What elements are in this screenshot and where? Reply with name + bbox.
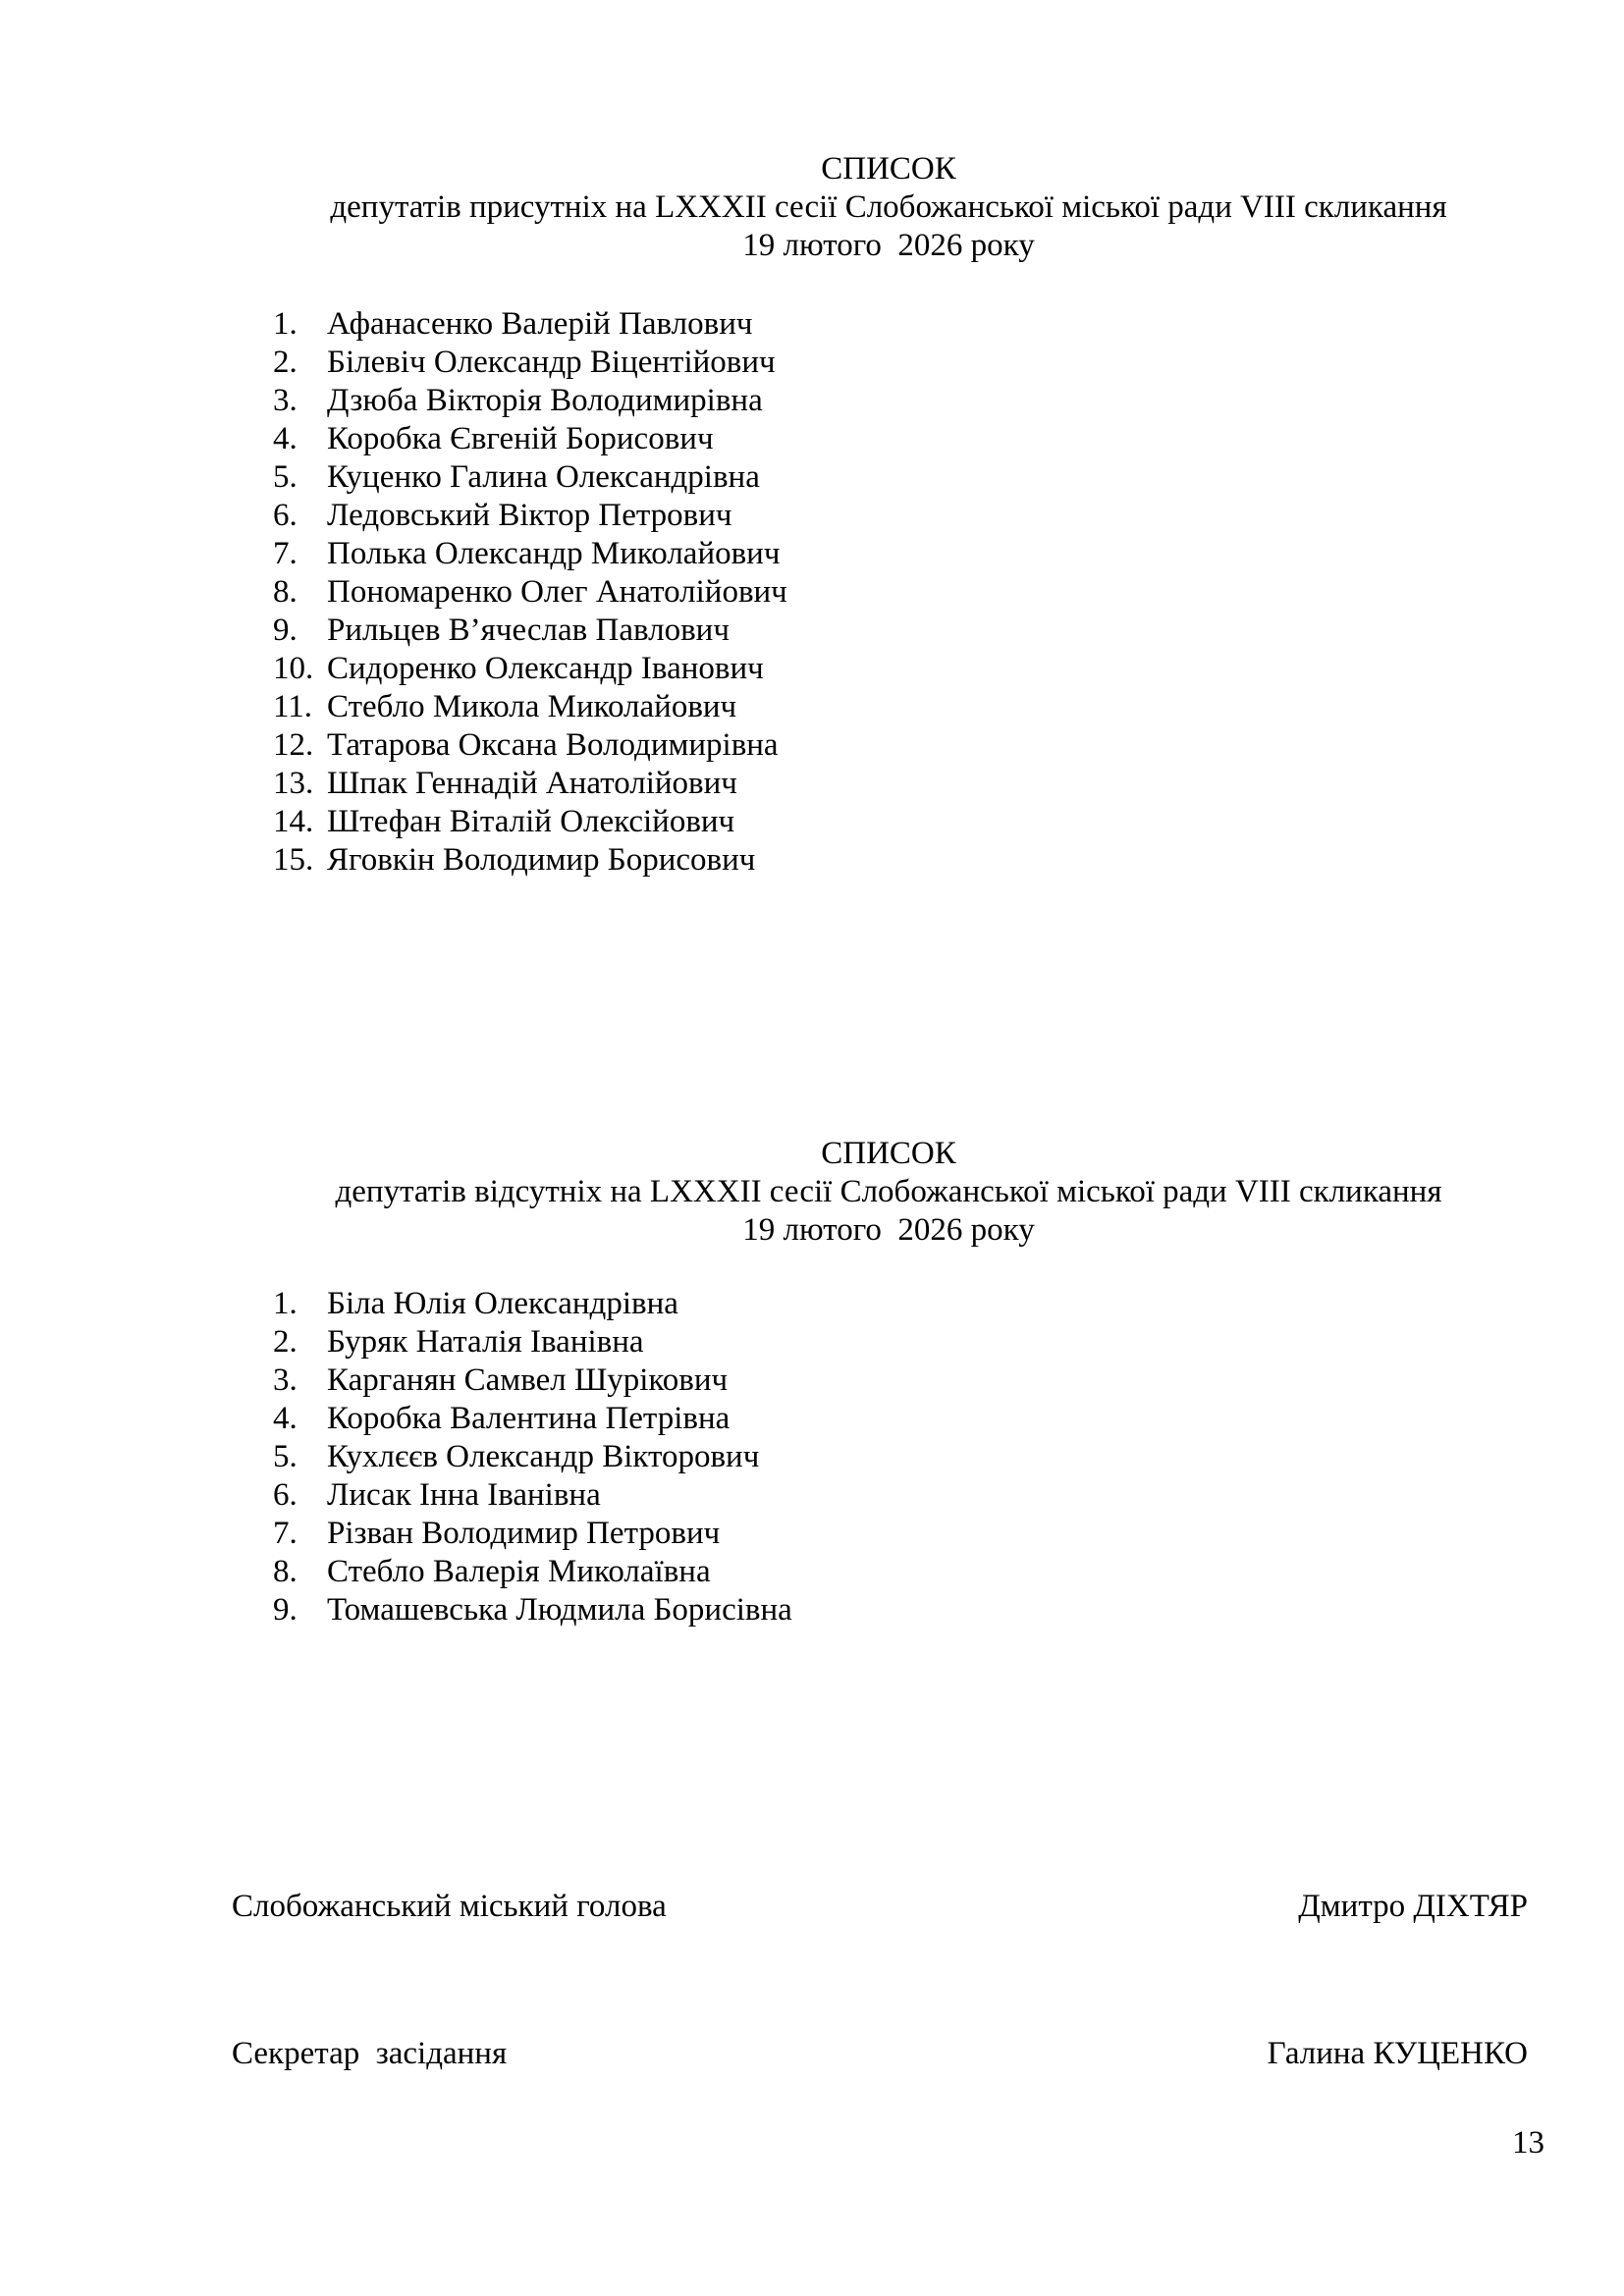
absent-section-title: СПИСОК bbox=[821, 1136, 956, 1171]
absent-section-date: 19 лютого 2026 року bbox=[742, 1212, 1035, 1248]
deputy-list-item bbox=[273, 458, 1540, 497]
deputy-list-item bbox=[273, 1476, 1540, 1515]
deputy-list-item bbox=[273, 1362, 1540, 1400]
deputy-name: Коробка Валентина Петрівна bbox=[327, 1401, 731, 1436]
present-section-title: СПИСОК bbox=[821, 151, 956, 187]
deputy-list-item bbox=[273, 497, 1540, 535]
deputy-name: Білевіч Олександр Віцентійович bbox=[327, 345, 776, 380]
deputy-list-item bbox=[273, 1285, 1540, 1323]
deputy-name: Кухлєєв Олександр Вікторович bbox=[327, 1439, 760, 1474]
deputy-number: 3. bbox=[273, 1362, 298, 1398]
deputy-list-item bbox=[273, 841, 1540, 880]
deputy-name: Штефан Віталій Олексійович bbox=[327, 804, 735, 839]
deputy-number: 6. bbox=[273, 498, 298, 533]
deputy-name: Татарова Оксана Володимирівна bbox=[327, 727, 779, 763]
absent-section-header bbox=[232, 1135, 1545, 1250]
absent-section-subtitle: депутатів відсутніх на LXXXII сесії Слобожанської міської ради VIII скликання bbox=[335, 1174, 1442, 1209]
deputy-name: Стебло Валерія Миколаївна bbox=[327, 1554, 711, 1589]
deputy-name: Буряк Наталія Іванівна bbox=[327, 1324, 644, 1360]
deputy-name: Коробка Євгеній Борисович bbox=[327, 421, 714, 456]
deputy-name: Афанасенко Валерій Павлович bbox=[327, 306, 753, 342]
deputy-list-item bbox=[273, 1515, 1540, 1553]
deputy-name: Стебло Микола Миколайович bbox=[327, 689, 737, 724]
secretary-name: Галина КУЦЕНКО bbox=[1267, 2036, 1528, 2071]
deputy-list-item bbox=[273, 612, 1540, 650]
deputy-number: 4. bbox=[273, 1401, 298, 1436]
deputy-number: 9. bbox=[273, 1592, 298, 1628]
deputy-name: Рильцев В’ячеслав Павлович bbox=[327, 613, 730, 648]
deputy-name: Томашевська Людмила Борисівна bbox=[327, 1592, 792, 1628]
deputy-list-item bbox=[273, 688, 1540, 726]
deputy-list-item bbox=[273, 650, 1540, 688]
deputy-number: 7. bbox=[273, 1516, 298, 1551]
present-section-subtitle: депутатів присутніх на LXXXII сесії Слобожанської міської ради VIII скликання bbox=[330, 189, 1447, 225]
deputy-name: Куценко Галина Олександрівна bbox=[327, 459, 760, 495]
deputy-name: Різван Володимир Петрович bbox=[327, 1516, 721, 1551]
deputy-number: 8. bbox=[273, 1554, 298, 1589]
absent-deputies-list bbox=[273, 1285, 1540, 1629]
present-section-date: 19 лютого 2026 року bbox=[742, 228, 1035, 263]
deputy-number: 13. bbox=[273, 766, 314, 801]
deputy-name: Шпак Геннадій Анатолійович bbox=[327, 766, 737, 801]
deputy-number: 2. bbox=[273, 1324, 298, 1360]
deputy-number: 3. bbox=[273, 383, 298, 418]
deputy-name: Яговкін Володимир Борисович bbox=[327, 842, 756, 878]
deputy-number: 5. bbox=[273, 459, 298, 495]
deputy-list-item bbox=[273, 420, 1540, 458]
mayor-role-label: Слобожанський міський голова bbox=[232, 1889, 667, 1924]
deputy-list-item bbox=[273, 344, 1540, 382]
deputy-list-item bbox=[273, 803, 1540, 841]
deputy-name: Полька Олександр Миколайович bbox=[327, 536, 781, 571]
deputy-number: 7. bbox=[273, 536, 298, 571]
deputy-number: 14. bbox=[273, 804, 314, 839]
deputy-name: Ледовський Віктор Петрович bbox=[327, 498, 732, 533]
deputy-list-item bbox=[273, 382, 1540, 420]
present-section-header bbox=[232, 150, 1545, 265]
deputy-number: 10. bbox=[273, 651, 314, 686]
deputy-list-item bbox=[273, 765, 1540, 803]
deputy-name: Дзюба Вікторія Володимирівна bbox=[327, 383, 763, 418]
deputy-list-item bbox=[273, 1591, 1540, 1629]
deputy-list-item bbox=[273, 1323, 1540, 1362]
deputy-name: Сидоренко Олександр Іванович bbox=[327, 651, 764, 686]
deputy-list-item bbox=[273, 573, 1540, 612]
deputy-name: Карганян Самвел Шурікович bbox=[327, 1362, 729, 1398]
deputy-number: 6. bbox=[273, 1477, 298, 1513]
deputy-list-item bbox=[273, 1553, 1540, 1591]
page-number: 13 bbox=[1512, 2125, 1544, 2161]
deputy-list-item bbox=[273, 305, 1540, 344]
deputy-number: 4. bbox=[273, 421, 298, 456]
deputy-number: 5. bbox=[273, 1439, 298, 1474]
deputy-name: Пономаренко Олег Анатолійович bbox=[327, 574, 787, 610]
deputy-name: Лисак Інна Іванівна bbox=[327, 1477, 601, 1513]
mayor-name: Дмитро ДІХТЯР bbox=[1298, 1889, 1528, 1924]
secretary-role-label: Секретар засідання bbox=[232, 2036, 508, 2071]
mayor-signature-row bbox=[232, 1888, 1528, 1926]
deputy-list-item bbox=[273, 1438, 1540, 1476]
deputy-number: 1. bbox=[273, 1286, 298, 1321]
secretary-signature-row bbox=[232, 2035, 1528, 2073]
deputy-number: 2. bbox=[273, 345, 298, 380]
deputy-name: Біла Юлія Олександрівна bbox=[327, 1286, 678, 1321]
deputy-list-item bbox=[273, 726, 1540, 765]
deputy-number: 1. bbox=[273, 306, 298, 342]
deputy-number: 15. bbox=[273, 842, 314, 878]
deputy-number: 12. bbox=[273, 727, 314, 763]
deputy-list-item bbox=[273, 1400, 1540, 1438]
deputy-number: 11. bbox=[273, 689, 313, 724]
deputy-number: 8. bbox=[273, 574, 298, 610]
deputy-list-item bbox=[273, 535, 1540, 573]
deputy-number: 9. bbox=[273, 613, 298, 648]
present-deputies-list bbox=[273, 305, 1540, 880]
